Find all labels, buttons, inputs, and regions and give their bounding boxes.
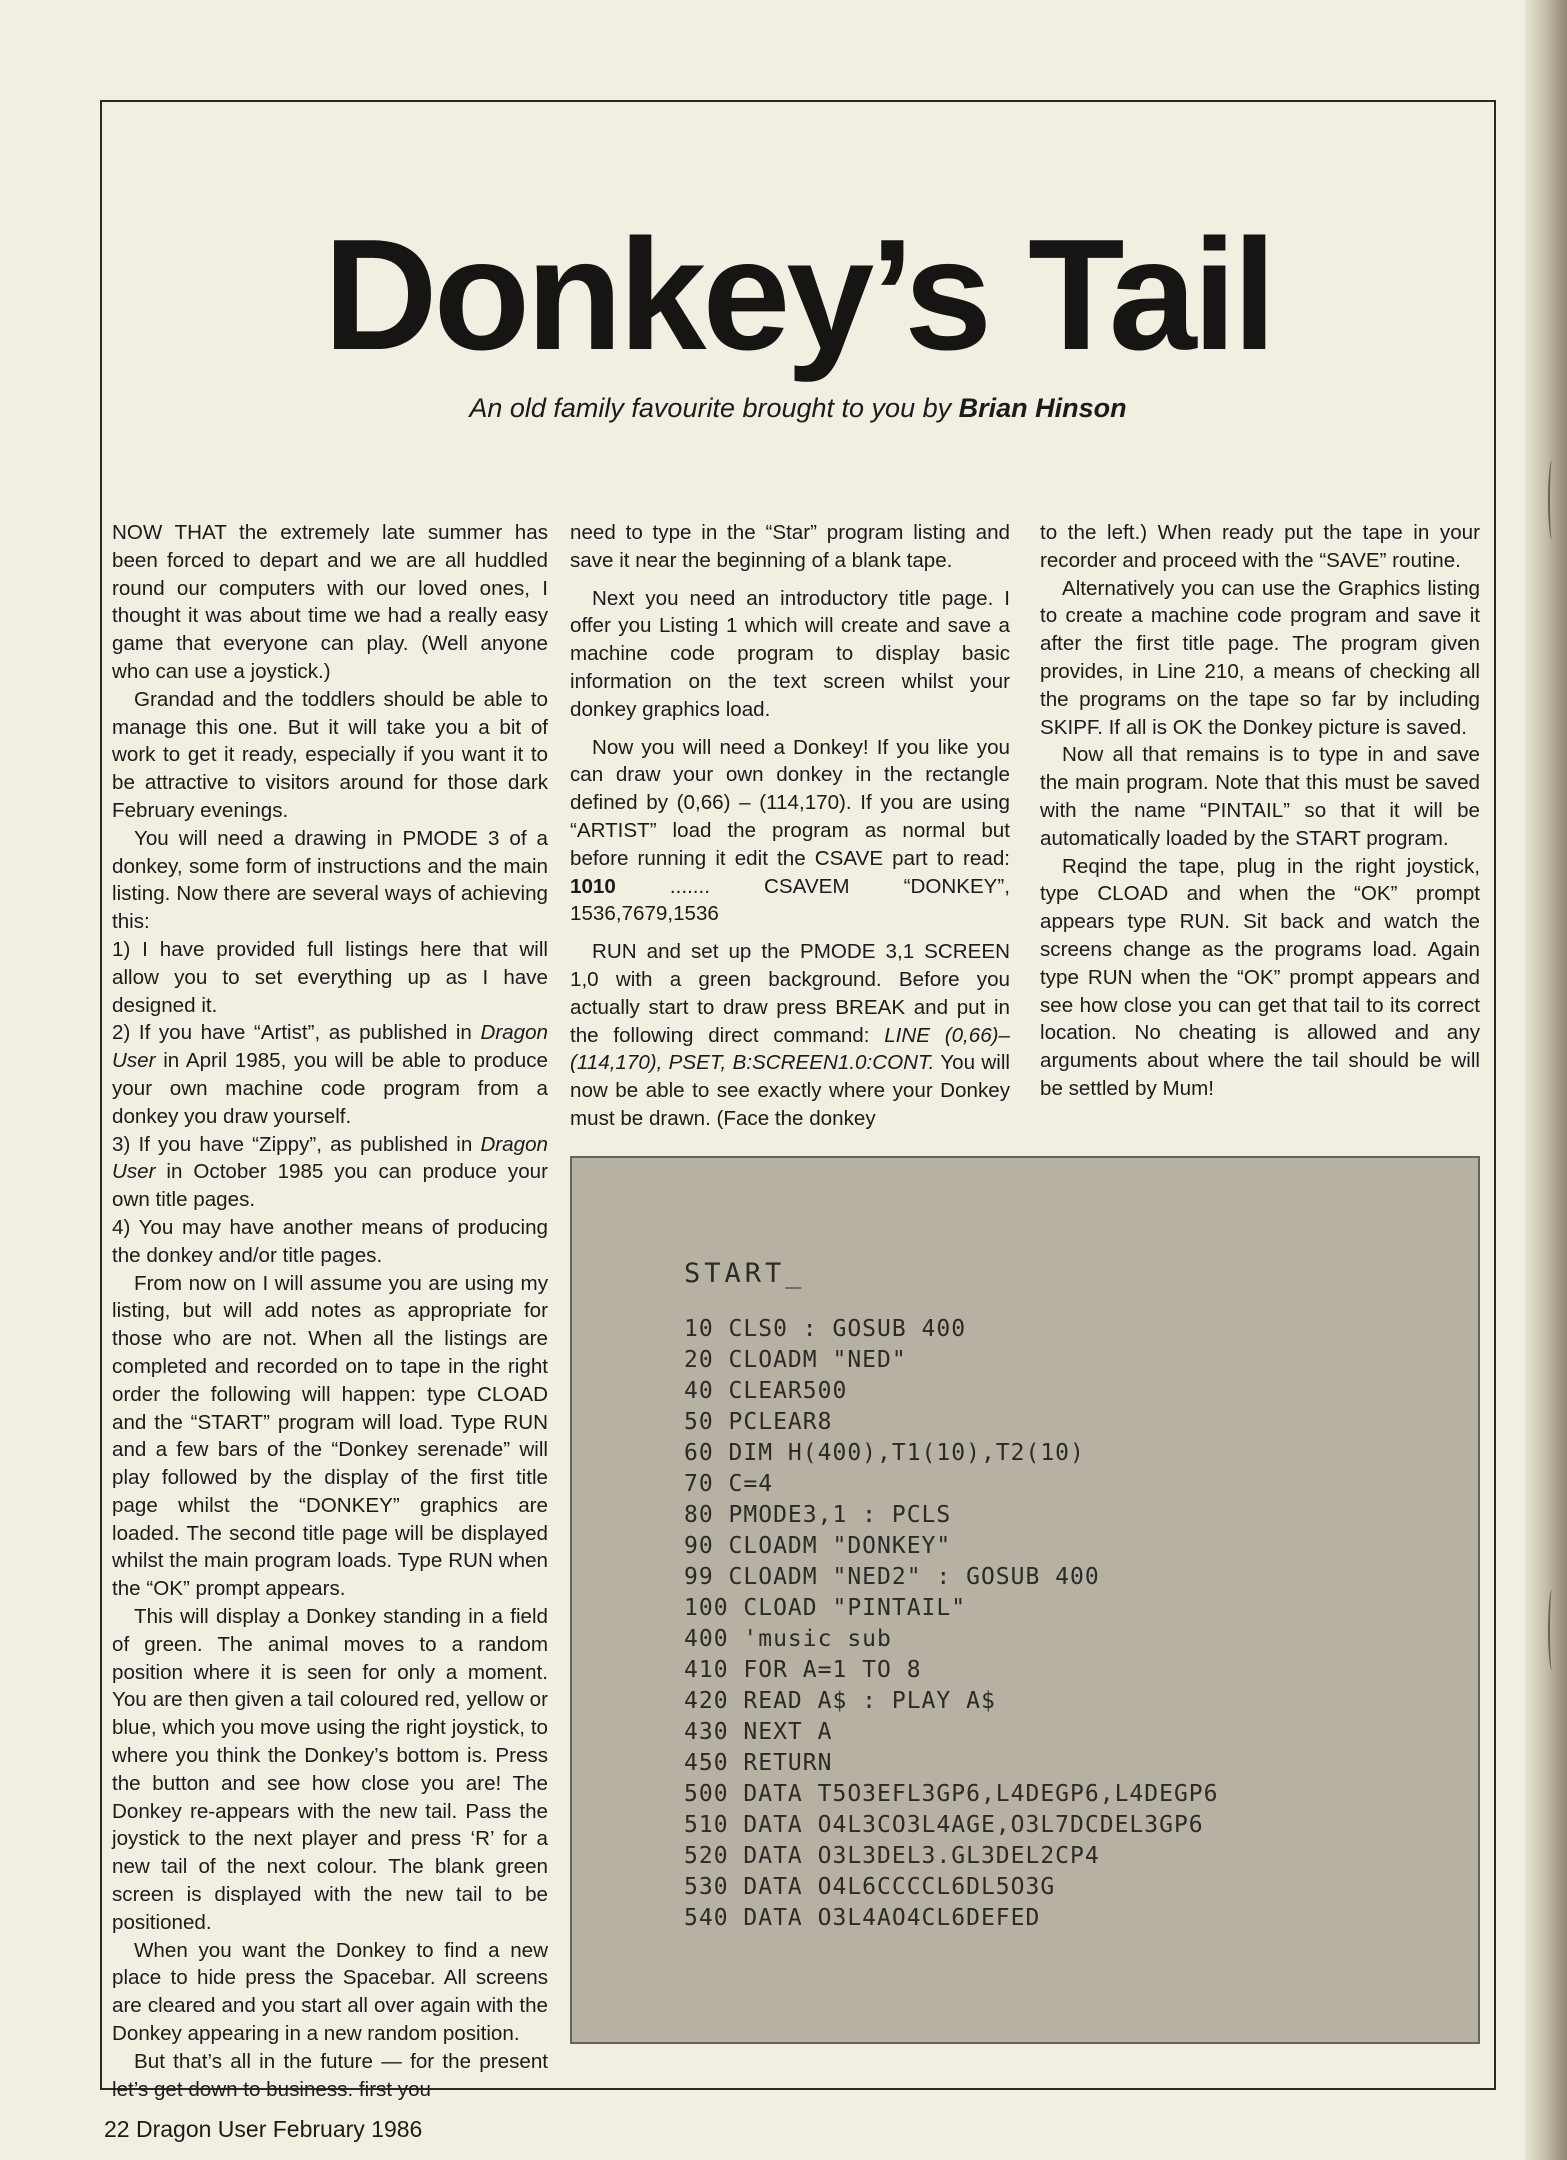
article-title: Donkey’s Tail — [323, 207, 1273, 383]
subtitle-text: An old family favourite brought to you by — [469, 393, 952, 423]
direct-command: LINE (0,66)–(114,170), PSET, B:SCREEN1.0:CONT. — [570, 1023, 1010, 1075]
listing-heading: START_ — [684, 1258, 806, 1289]
paragraph: to the left.) When ready put the tape in your recorder and proceed with the “SAVE” routine. — [1040, 521, 1480, 572]
column-3 — [1040, 519, 1480, 1103]
code-line: 20 CLOADM "NED" — [684, 1347, 907, 1373]
code-line: 60 DIM H(400),T1(10),T2(10) — [684, 1440, 1085, 1466]
page-edge — [1525, 0, 1567, 2160]
code-line: 40 CLEAR500 — [684, 1378, 848, 1404]
list-item: 1) I have provided full listings here that will allow you to set everything up as I have designed it. — [112, 937, 548, 1017]
article-subtitle — [100, 388, 1496, 428]
listing-code — [684, 1258, 1219, 1934]
code-line: 70 C=4 — [684, 1471, 774, 1497]
paragraph: Alternatively you can use the Graphics listing to create a machine code program and save it after the first title page. The program given provides, in Line 210, a means of checking all the programs on the tape so far by including SKIPF. If all is OK the Donkey picture is saved. — [1040, 576, 1480, 739]
paragraph: From now on I will assume you are using my listing, but will add notes as appropriate for those who are not. When all the listings are completed and recorded on to tape in the right order the following will happen: type CLOAD and the “START” program will load. Type RUN and a few bars of the “Donkey serenade” will play followed by the display of the first title page whilst the “DONKEY” graphics are loaded. The second title page will be displayed whilst the main program loads. Type RUN when the “OK” prompt appears. — [112, 1271, 548, 1601]
paragraph: Next you need an introductory title page. I offer you Listing 1 which will create and save a machine code program to display basic information on the text screen whilst your donkey graphics load. — [570, 586, 1010, 721]
code-line: 80 PMODE3,1 : PCLS — [684, 1502, 952, 1528]
code-line: 420 READ A$ : PLAY A$ — [684, 1688, 996, 1714]
paragraph: Reqind the tape, plug in the right joystick, type CLOAD and when the “OK” prompt appears type RUN. Sit back and watch the screens change as the programs load. Again type RUN when the “OK” prompt appears and see how close you can get that tail to its correct location. No cheating is allowed and any arguments about where the tail should be will be settled by Mum! — [1040, 854, 1480, 1100]
list-item: 4) You may have another means of producing the donkey and/or title pages. — [112, 1215, 548, 1267]
paragraph: Now you will need a Donkey! If you like you can draw your own donkey in the rectangle defined by (0,66) – (114,170). If you are using “ARTIST” load the program as normal but before running it edit the CSAVE part to read: 1010 ....... CSAVEM “DONKEY”, 1536,7679,1536 — [570, 735, 1010, 926]
page-footer: 22 Dragon User February 1986 — [104, 2116, 423, 2142]
list-item: 2) If you have “Artist”, as published in Dragon User in April 1985, you will be able to produce your own machine code program from a donkey you draw yourself. — [112, 1021, 548, 1128]
paragraph: NOW THAT the extremely late summer has been forced to depart and we are all huddled round our computers with our loved ones, I thought it was about time we had a really easy game that everyone can play. (Well anyone who can use a joystick.) — [112, 521, 548, 683]
paragraph: Grandad and the toddlers should be able to manage this one. But it will take you a bit of work to get it ready, especially if you want it to be attractive to visitors around for those dark February evenings. — [112, 687, 548, 822]
paragraph: Now all that remains is to type in and save the main program. Note that this must be saved with the name “PINTAIL” so that it will be automatically loaded by the START program. — [1040, 743, 1480, 850]
magazine-name: Dragon User — [112, 1021, 548, 1073]
code-line: 99 CLOADM "NED2" : GOSUB 400 — [684, 1564, 1100, 1590]
paragraph: RUN and set up the PMODE 3,1 SCREEN 1,0 with a green background. Before you actually start to draw press BREAK and put in the following direct command: LINE (0,66)–(114,170), PSET, B:SCREEN1.0:CONT. You will now be able to see exactly where your Donkey must be drawn. (Face the donkey — [570, 940, 1010, 1130]
code-line: 530 DATA O4L6CCCCL6DL5O3G — [684, 1874, 1056, 1900]
paragraph: You will need a drawing in PMODE 3 of a donkey, some form of instructions and the main listing. Now there are several ways of achieving this: — [112, 826, 548, 934]
column-1 — [112, 519, 548, 2103]
code-line: 520 DATA O3L3DEL3.GL3DEL2CP4 — [684, 1843, 1100, 1869]
code-line: 450 RETURN — [684, 1750, 833, 1776]
code-line: 90 CLOADM "DONKEY" — [684, 1533, 952, 1559]
code-line: 410 FOR A=1 TO 8 — [684, 1657, 922, 1683]
code-line: 500 DATA T5O3EFL3GP6,L4DEGP6,L4DEGP6 — [684, 1781, 1219, 1807]
code-line: 540 DATA O3L4AO4CL6DEFED — [684, 1905, 1041, 1931]
column-2 — [570, 519, 1010, 1133]
program-listing — [570, 1156, 1480, 2044]
margin-mark — [1548, 1590, 1556, 1670]
code-line: 400 'music sub — [684, 1626, 892, 1652]
code-line: 10 CLS0 : GOSUB 400 — [684, 1316, 967, 1342]
code-line: 430 NEXT A — [684, 1719, 833, 1745]
code-line: 50 PCLEAR8 — [684, 1409, 833, 1435]
paragraph: But that’s all in the future — for the present let’s get down to business. first you — [112, 2049, 548, 2101]
line-number: 1010 — [570, 874, 616, 898]
list-item: 3) If you have “Zippy”, as published in Dragon User in October 1985 you can produce your own title pages. — [112, 1132, 548, 1212]
paragraph: need to type in the “Star” program listing and save it near the beginning of a blank tape. — [570, 521, 1010, 572]
margin-mark — [1548, 460, 1556, 540]
author-name: Brian Hinson — [958, 393, 1127, 423]
code-line: 100 CLOAD "PINTAIL" — [684, 1595, 967, 1621]
paragraph: When you want the Donkey to find a new place to hide press the Spacebar. All screens are cleared and you start all over again with the Donkey appearing in a new random position. — [112, 1938, 548, 2046]
code-line: 510 DATA O4L3CO3L4AGE,O3L7DCDEL3GP6 — [684, 1812, 1204, 1838]
magazine-name: Dragon User — [112, 1132, 548, 1184]
paragraph: This will display a Donkey standing in a field of green. The animal moves to a random position where it is seen for only a moment. You are then given a tail coloured red, yellow or blue, which you move using the right joystick, to where you think the Donkey’s bottom is. Press the button and see how close you are! The Donkey re-appears with the new tail. Pass the joystick to the next player and press ‘R’ for a new tail of the next colour. The blank green screen is displayed with the new tail to be positioned. — [112, 1605, 548, 1934]
